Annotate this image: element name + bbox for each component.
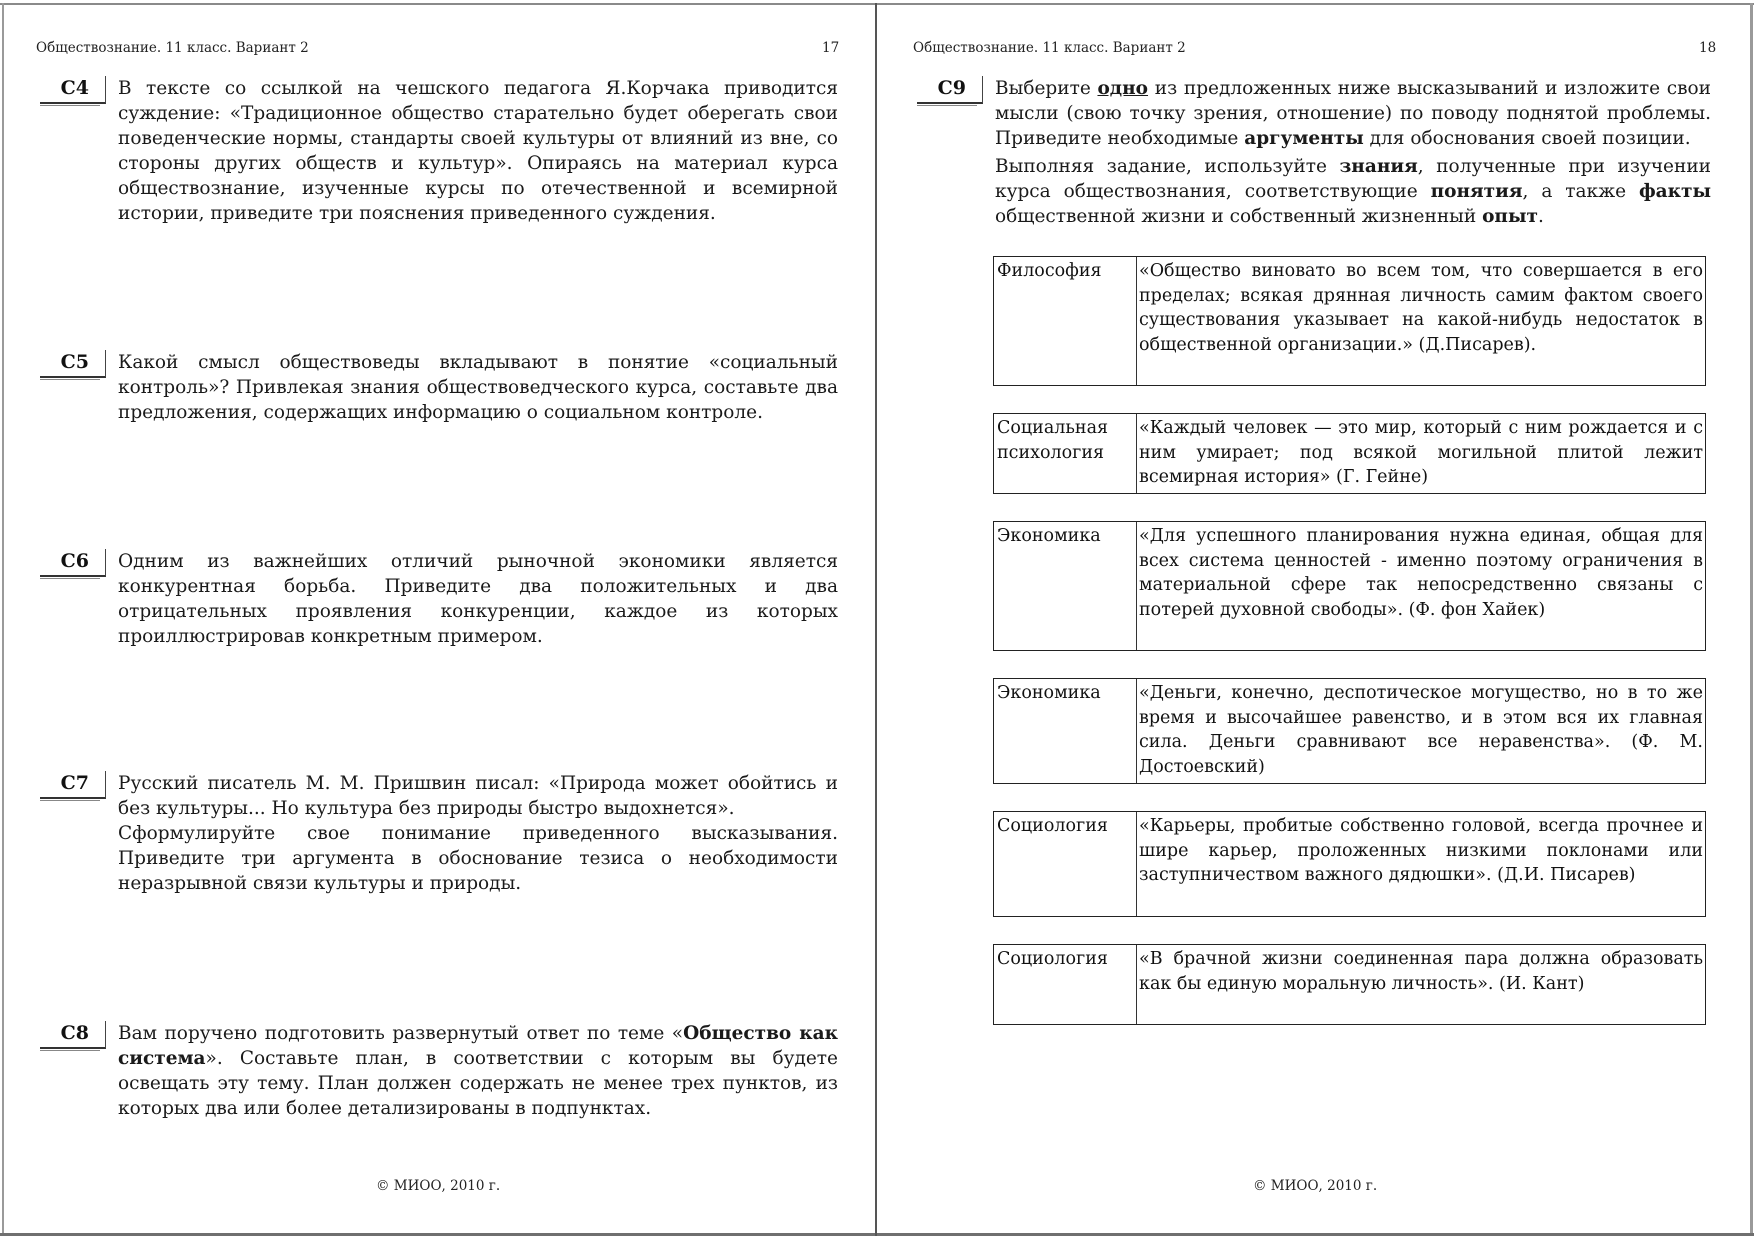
text-segment: Вам поручено подготовить развернутый ответ по теме « — [118, 1023, 684, 1044]
task-text — [118, 549, 838, 649]
task-label: С5 — [40, 350, 106, 378]
task-paragraph — [995, 154, 1711, 229]
task-paragraph — [118, 1021, 838, 1121]
text-segment: , полученные при изучении курса обществознания, соответствующие — [995, 156, 1711, 202]
task-paragraph: Какой смысл обществоведы вкладывают в понятие «социальный контроль»? Привлекая знания обществоведческого курса, составьте два предложения, содержащих информацию о социальном контроле. — [118, 352, 838, 423]
task-paragraph: Русский писатель М. М. Пришвин писал: «Природа может обойтись и без культуры... Но культура без природы быстро выдохнется». — [118, 773, 838, 819]
quote-topic: Социология — [994, 812, 1137, 916]
task-text — [118, 350, 838, 425]
page-18 — [877, 0, 1750, 1239]
quote-text: «Для успешного планирования нужна единая, общая для всех система ценностей - именно поэтому ограничения в материальной сфере так непосредственно связаны с потерей духовной свободы». (Ф. фон Хайек) — [1139, 526, 1703, 620]
task-label: С9 — [917, 76, 983, 104]
copyright-footer: © МИОО, 2010 г. — [1253, 1178, 1378, 1194]
quote-text: «Деньги, конечно, деспотическое могущество, но в то же время и высочайшее равенство, и в этом вся их главная сила. Деньги сравнивают все неравенства». (Ф. М. Достоевский) — [1139, 683, 1703, 777]
task-text — [118, 76, 838, 226]
task-text — [118, 771, 838, 896]
emphasis-bold: факты — [1638, 181, 1711, 202]
emphasis-underlined: одно — [1097, 78, 1149, 99]
quote-option[interactable] — [993, 413, 1706, 494]
emphasis-bold: понятия — [1430, 181, 1523, 202]
text-segment: . — [1537, 206, 1544, 227]
page-17 — [0, 0, 876, 1239]
task-text — [118, 1021, 838, 1121]
text-segment: ». Составьте план, в соответствии с которым вы будете освещать эту тему. План должен содержать не менее трех пунктов, из которых два или более детализированы в подпунктах. — [118, 1048, 838, 1119]
task-label: С6 — [40, 549, 106, 577]
quote-option[interactable] — [993, 678, 1706, 784]
quote-text: «Общество виновато во всем том, что совершается в его пределах; всякая дрянная личность самим фактом своего существования указывает на какой-нибудь недостаток в общественной организации.» (Д.Писарев). — [1139, 261, 1703, 355]
page-number: 18 — [1699, 40, 1717, 56]
emphasis-bold: знания — [1339, 156, 1418, 177]
quote-topic: Социология — [994, 945, 1137, 1024]
task-label: С7 — [40, 771, 106, 799]
quote-option[interactable] — [993, 811, 1706, 917]
running-head: Обществознание. 11 класс. Вариант 2 — [36, 40, 309, 56]
running-head: Обществознание. 11 класс. Вариант 2 — [913, 40, 1186, 56]
quote-option[interactable] — [993, 944, 1706, 1025]
task-paragraph: Одним из важнейших отличий рыночной экономики является конкурентная борьба. Приведите два положительных и два отрицательных проявления конкуренции, каждое из которых проиллюстрировав конкретным примером. — [118, 551, 838, 647]
quote-option[interactable] — [993, 256, 1706, 386]
quote-text: «Каждый человек — это мир, который с ним рождается и с ним умирает; под всякой могильной плитой лежит всемирная история» (Г. Гейне) — [1139, 418, 1703, 487]
task-paragraph — [995, 76, 1711, 151]
frame-border-right — [1750, 3, 1753, 1236]
quote-text: «В брачной жизни соединенная пара должна образовать как бы единую моральную личность». (И. Кант) — [1139, 949, 1703, 994]
text-segment: для обоснования своей позиции. — [1363, 128, 1691, 149]
task-paragraph: Сформулируйте свое понимание приведенного высказывания. Приведите три аргумента в обоснование тезиса о необходимости неразрывной связи культуры и природы. — [118, 823, 838, 894]
quote-topic: Философия — [994, 257, 1137, 385]
text-segment: , а также — [1522, 181, 1639, 202]
task-label: С4 — [40, 76, 106, 104]
text-segment: Выберите — [995, 78, 1098, 99]
text-segment: общественной жизни и собственный жизненный — [995, 206, 1483, 227]
quote-topic: Экономика — [994, 679, 1137, 783]
task-text — [995, 76, 1711, 229]
text-segment: Выполняя задание, используйте — [995, 156, 1340, 177]
task-label: С8 — [40, 1021, 106, 1049]
copyright-footer: © МИОО, 2010 г. — [376, 1178, 501, 1194]
quote-option[interactable] — [993, 521, 1706, 651]
text-segment: из предложенных ниже высказываний и изложите свои мысли (свою точку зрения, отношение) по поводу поднятой проблемы. Приведите необходимые — [995, 78, 1711, 149]
task-paragraph: В тексте со ссылкой на чешского педагога Я.Корчака приводится суждение: «Традиционное общество старательно будет оберегать свои поведенческие нормы, стандарты своей культуры от влияний из вне, со стороны других обществ и культур». Опираясь на материал курса обществознание, изученные курсы по отечественной и всемирной истории, приведите три пояснения приведенного суждения. — [118, 78, 838, 224]
emphasis-bold: аргументы — [1244, 128, 1364, 149]
emphasis-bold: опыт — [1482, 206, 1538, 227]
quote-topic: Социальная психология — [994, 414, 1137, 493]
quote-topic: Экономика — [994, 522, 1137, 650]
page-number: 17 — [822, 40, 840, 56]
quote-text: «Карьеры, пробитые собственно головой, всегда прочнее и шире карьер, проложенных низкими поклонами или заступничеством важного дядюшки». (Д.И. Писарев) — [1139, 816, 1703, 885]
topic-bold: Общество как система — [118, 1023, 838, 1069]
